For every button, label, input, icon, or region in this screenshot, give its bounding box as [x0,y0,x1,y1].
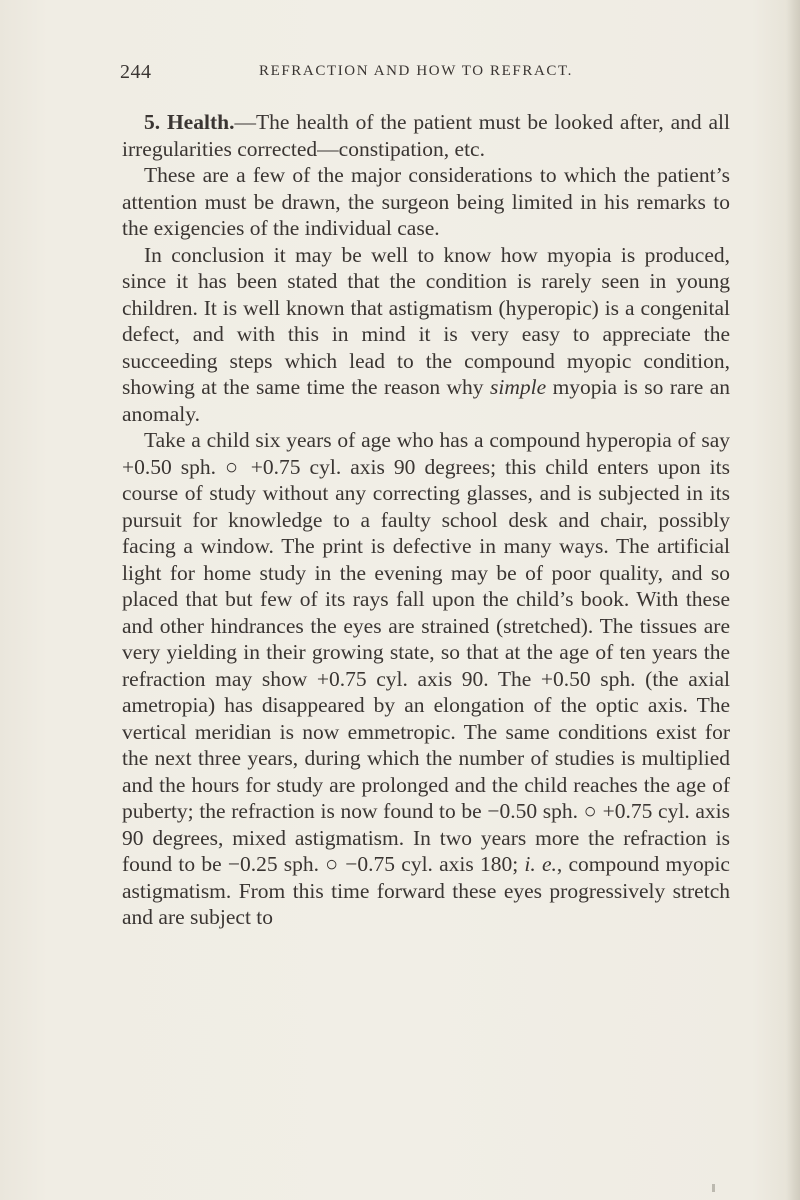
body-text [122,109,730,931]
paragraph-text: In conclusion it may be well to know how myopia is produced, since it has been stated that the condition is rarely seen in young children. It is well known that astigmatism (hyperopic) is a congenital defect, and with this in mind it is very easy to appreciate the succeeding steps which lead to the compound myopic condition, showing at the same time the reason why [122,242,730,399]
emphasis-ie: i. e. [524,852,557,876]
heading-dash: — [234,110,256,134]
paragraph-health [122,109,730,162]
running-head [120,61,760,85]
running-title: REFRACTION AND HOW TO REFRACT. [259,63,574,79]
paragraph-text: The health of the patient must be looked after, and all irregularities corrected—constipation, etc. [122,110,731,161]
paragraph-text: , compound myopic astigmatism. From this time forward these eyes progressively stretch and are subject to [122,852,730,929]
paragraph-text: Take a child six years of age who has a compound hyperopia of say +0.50 sph. ○ +0.75 cyl. axis 90 degrees; this child enters upon its course of study without any correcting glasses, and is subjected in its pursuit for knowledge to a faulty school desk and chair, possibly facing a window. The print is defective in many ways. The artificial light for home study in the evening may be of poor quality, and so placed that but few of its rays fall upon the child’s book. With these and other hindrances the eyes are strained (stretched). The tissues are very yielding in their growing state, so that at the age of ten years the refraction may show +0.75 cyl. axis 90. The +0.50 sph. (the axial ametropia) has disappeared by an elongation of the optic axis. The vertical meridian is now emmetropic. The same conditions exist for the next three years, during which the number of studies is multiplied and the hours for study are prolonged and the child reaches the age of puberty; the refraction is now found to be −0.50 sph. ○ +0.75 cyl. axis 90 degrees, mixed astigmatism. In two years more the refraction is found to be −0.25 sph. ○ −0.75 cyl. axis 180; [122,428,730,876]
paragraph-considerations: These are a few of the major considerations to which the patient’s attention must be drawn, the surgeon being limited in his remarks to the exigencies of the individual case. [122,163,730,240]
section-heading: 5. Health. [144,110,235,134]
paragraph-child-example [122,427,730,931]
paper-mark [712,1184,715,1192]
page-edge-shadow [786,0,800,1200]
emphasis-simple: simple [489,375,547,399]
page-number: 244 [120,61,152,83]
paragraph-text: myopia is so rare an anomaly. [122,375,730,426]
paragraph-conclusion [122,242,730,428]
